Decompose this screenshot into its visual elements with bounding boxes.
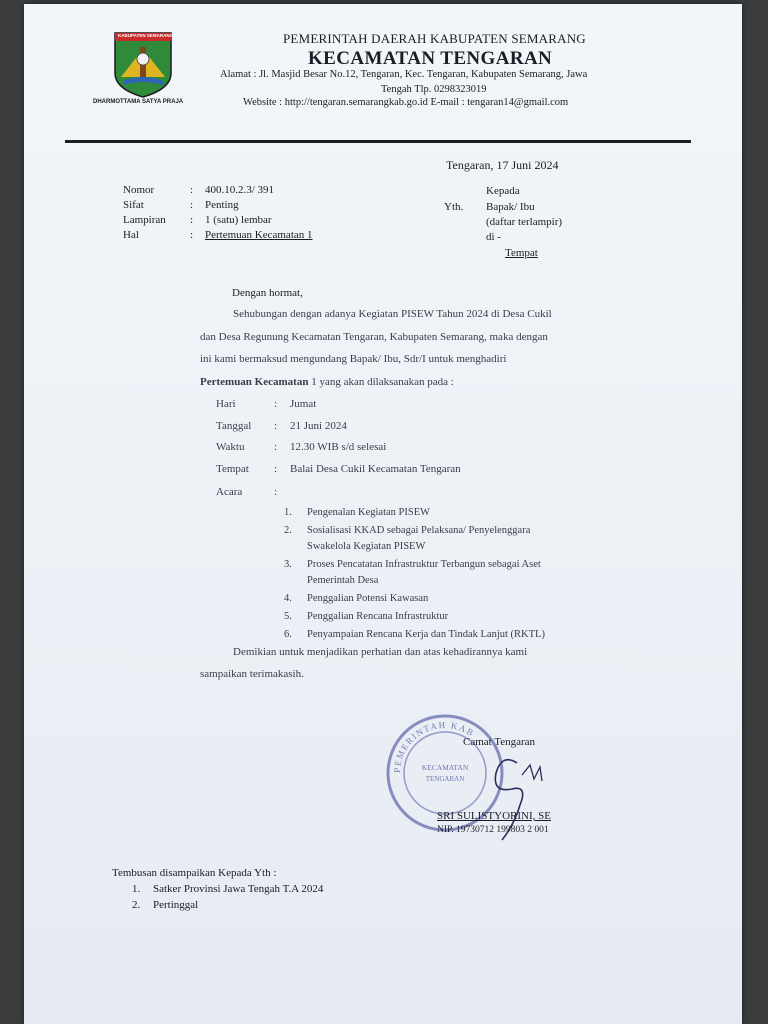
schedule-value: 21 Juni 2024 <box>290 420 347 432</box>
body-line: ini kami bermaksud mengundang Bapak/ Ibu, Sdr/I untuk menghadiri <box>200 353 507 365</box>
copies-item: Satker Provinsi Jawa Tengah T.A 2024 <box>153 883 324 895</box>
schedule-label: Tempat <box>216 463 249 475</box>
agenda-item-continued: Pemerintah Desa <box>307 575 379 586</box>
copies-number: 1. <box>132 883 141 895</box>
schedule-value: 12.30 WIB s/d selesai <box>290 441 387 453</box>
recipient-line: Bapak/ Ibu <box>486 201 535 213</box>
copies-item: Pertinggal <box>153 899 199 911</box>
recipient-place: Tempat <box>505 247 538 259</box>
recipient-line: di - <box>486 231 501 243</box>
body-line <box>200 376 454 388</box>
agenda-item: Sosialisasi KKAD sebagai Pelaksana/ Penyelenggara <box>307 525 531 536</box>
recipient-line: (daftar terlampir) <box>486 216 563 228</box>
schedule-label: Waktu <box>216 441 245 453</box>
agenda-item: Pengenalan Kegiatan PISEW <box>307 507 431 518</box>
meta-label: Nomor <box>123 184 155 196</box>
agenda-number: 2. <box>284 525 292 536</box>
copies-heading: Tembusan disampaikan Kepada Yth : <box>112 867 277 879</box>
agenda-number: 3. <box>284 559 292 570</box>
stamp-arc-text: PEMERINTAH KAB <box>391 719 477 774</box>
signatory-title: Camat Tengaran <box>463 736 536 748</box>
copies-number: 2. <box>132 899 141 911</box>
meta-colon: : <box>190 214 194 226</box>
closing-line: sampaikan terimakasih. <box>200 668 304 680</box>
agenda-item: Proses Pencatatan Infrastruktur Terbangun sebagai Aset <box>307 559 541 570</box>
agenda-item-continued: Swakelola Kegiatan PISEW <box>307 541 426 552</box>
agenda-number: 4. <box>284 593 292 604</box>
schedule-colon: : <box>274 463 278 475</box>
body-line: Sehubungan dengan adanya Kegiatan PISEW Tahun 2024 di Desa Cukil <box>233 308 552 320</box>
schedule-value: Jumat <box>290 398 317 410</box>
meta-label: Sifat <box>123 199 144 211</box>
regency-emblem-icon <box>113 29 173 99</box>
address-line-2: Tengah Tlp. 0298323019 <box>381 84 487 95</box>
meta-colon: : <box>190 199 194 211</box>
body-emphasis: Pertemuan Kecamatan <box>200 376 309 388</box>
meta-colon: : <box>190 184 194 196</box>
agenda-number: 5. <box>284 611 292 622</box>
address-line-1: Alamat : Jl. Masjid Besar No.12, Tengaran, Kec. Tengaran, Kabupaten Semarang, Jawa <box>220 69 588 80</box>
body-line-rest: 1 yang akan dilaksanakan pada : <box>311 376 454 388</box>
agenda-item: Penggalian Rencana Infrastruktur <box>307 611 449 622</box>
government-heading: PEMERINTAH DAERAH KABUPATEN SEMARANG <box>283 31 586 46</box>
office-title: KECAMATAN TENGARAN <box>308 48 553 69</box>
agenda-item: Penggalian Potensi Kawasan <box>307 593 429 604</box>
meta-value-subject: Pertemuan Kecamatan 1 <box>205 229 313 241</box>
meta-label: Hal <box>123 229 139 241</box>
meta-value-nature: Penting <box>205 199 239 211</box>
meta-value-attachment: 1 (satu) lembar <box>205 214 272 226</box>
closing-line: Demikian untuk menjadikan perhatian dan atas kehadirannya kami <box>233 646 528 658</box>
emblem-banner: KABUPATEN SEMARANG <box>118 33 174 38</box>
contact-line: Website : http://tengaran.semarangkab.go.id E-mail : tengaran14@gmail.com <box>243 97 569 108</box>
recipient-yth: Yth. <box>444 201 464 213</box>
meta-value-number: 400.10.2.3/ 391 <box>205 184 275 196</box>
schedule-value: Balai Desa Cukil Kecamatan Tengaran <box>290 463 461 475</box>
signatory-nip: NIP. 19730712 199803 2 001 <box>437 825 549 835</box>
stamp-text: TENGARAN <box>425 775 465 783</box>
schedule-colon: : <box>274 420 278 432</box>
letterhead-divider <box>65 140 691 143</box>
meta-colon: : <box>190 229 194 241</box>
meta-label: Lampiran <box>123 214 166 226</box>
salutation: Dengan hormat, <box>232 287 303 299</box>
schedule-colon: : <box>274 398 278 410</box>
schedule-colon: : <box>274 486 278 498</box>
schedule-label: Acara <box>216 486 243 498</box>
schedule-label: Hari <box>216 398 236 410</box>
place-date: Tengaran, 17 Juni 2024 <box>446 158 559 172</box>
stamp-text: KECAMATAN <box>421 763 469 772</box>
signatory-name: SRI SULISTYORINI, SE <box>437 810 551 822</box>
agenda-item: Penyampaian Rencana Kerja dan Tindak Lanjut (RKTL) <box>307 629 545 640</box>
agenda-number: 6. <box>284 629 292 640</box>
schedule-label: Tanggal <box>216 420 252 432</box>
recipient-kepada: Kepada <box>486 185 520 197</box>
emblem-motto: DHARMOTTAMA SATYA PRAJA <box>93 99 184 105</box>
agenda-number: 1. <box>284 507 292 518</box>
body-line: dan Desa Regunung Kecamatan Tengaran, Kabupaten Semarang, maka dengan <box>200 331 548 343</box>
schedule-colon: : <box>274 441 278 453</box>
